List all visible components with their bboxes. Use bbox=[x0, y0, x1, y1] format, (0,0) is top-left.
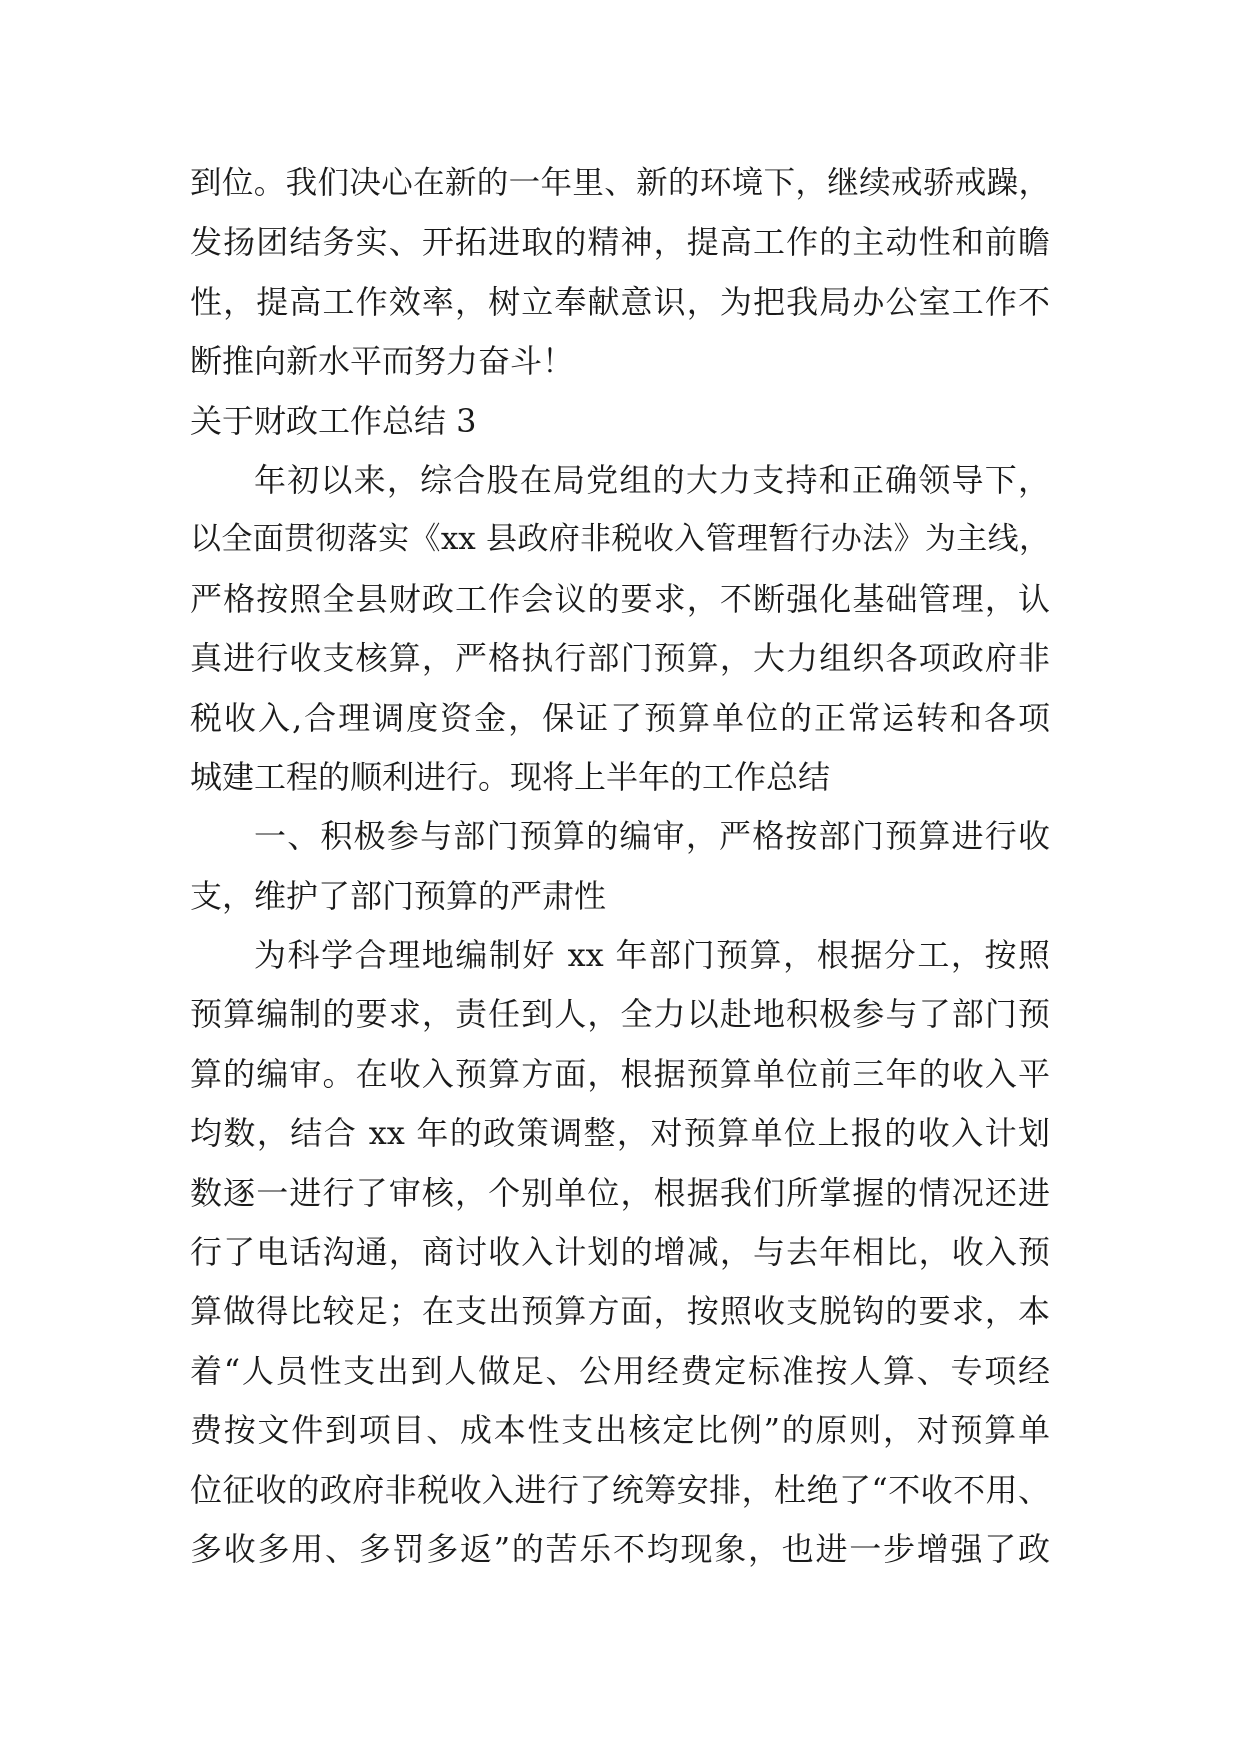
text-line: 预算编制的要求，责任到人，全力以赴地积极参与了部门预 bbox=[190, 995, 1050, 1034]
text-line: 到位。我们决心在新的一年里、新的环境下，继续戒骄戒躁， bbox=[190, 165, 1050, 201]
text-line: 行了电话沟通，商讨收入计划的增减，与去年相比，收入预 bbox=[190, 1233, 1050, 1272]
text-line: 年初以来，综合股在局党组的大力支持和正确领导下， bbox=[254, 460, 1050, 499]
text-line: 发扬团结务实、开拓进取的精神，提高工作的主动性和前瞻 bbox=[190, 223, 1050, 262]
text-line: 以全面贯彻落实《xx 县政府非税收入管理暂行办法》为主线， bbox=[190, 521, 1050, 558]
text-line: 真进行收支核算，严格执行部门预算，大力组织各项政府非 bbox=[190, 639, 1050, 678]
document-body bbox=[190, 154, 1050, 1579]
text-line: 多收多用、多罚多返”的苦乐不均现象，也进一步增强了政 bbox=[190, 1529, 1050, 1568]
text-line: 位征收的政府非税收入进行了统筹安排，杜绝了“不收不用、 bbox=[190, 1470, 1050, 1509]
text-line: 城建工程的顺利进行。现将上半年的工作总结 bbox=[190, 757, 831, 796]
text-line: 算做得比较足；在支出预算方面，按照收支脱钩的要求，本 bbox=[190, 1292, 1050, 1331]
text-line: 算的编审。在收入预算方面，根据预算单位前三年的收入平 bbox=[190, 1054, 1050, 1093]
subsection-heading: 支，维护了部门预算的严肃性 bbox=[190, 876, 607, 915]
text-line: 性，提高工作效率，树立奉献意识，为把我局办公室工作不 bbox=[190, 282, 1050, 321]
text-line: 数逐一进行了审核，个别单位，根据我们所掌握的情况还进 bbox=[190, 1173, 1050, 1212]
subsection-heading: 一、积极参与部门预算的编审，严格按部门预算进行收 bbox=[254, 817, 1050, 856]
text-line: 均数，结合 xx 年的政策调整，对预算单位上报的收入计划 bbox=[190, 1114, 1050, 1153]
text-line: 着“人员性支出到人做足、公用经费定标准按人算、专项经 bbox=[190, 1351, 1050, 1390]
text-line: 费按文件到项目、成本性支出核定比例”的原则，对预算单 bbox=[190, 1411, 1050, 1450]
text-line: 税收入,合理调度资金，保证了预算单位的正常运转和各项 bbox=[190, 698, 1050, 737]
section-heading: 关于财政工作总结 3 bbox=[190, 401, 477, 440]
text-line: 严格按照全县财政工作会议的要求，不断强化基础管理，认 bbox=[190, 579, 1050, 618]
text-line: 断推向新水平而努力奋斗！ bbox=[190, 342, 575, 381]
text-line: 为科学合理地编制好 xx 年部门预算，根据分工，按照 bbox=[254, 936, 1050, 975]
